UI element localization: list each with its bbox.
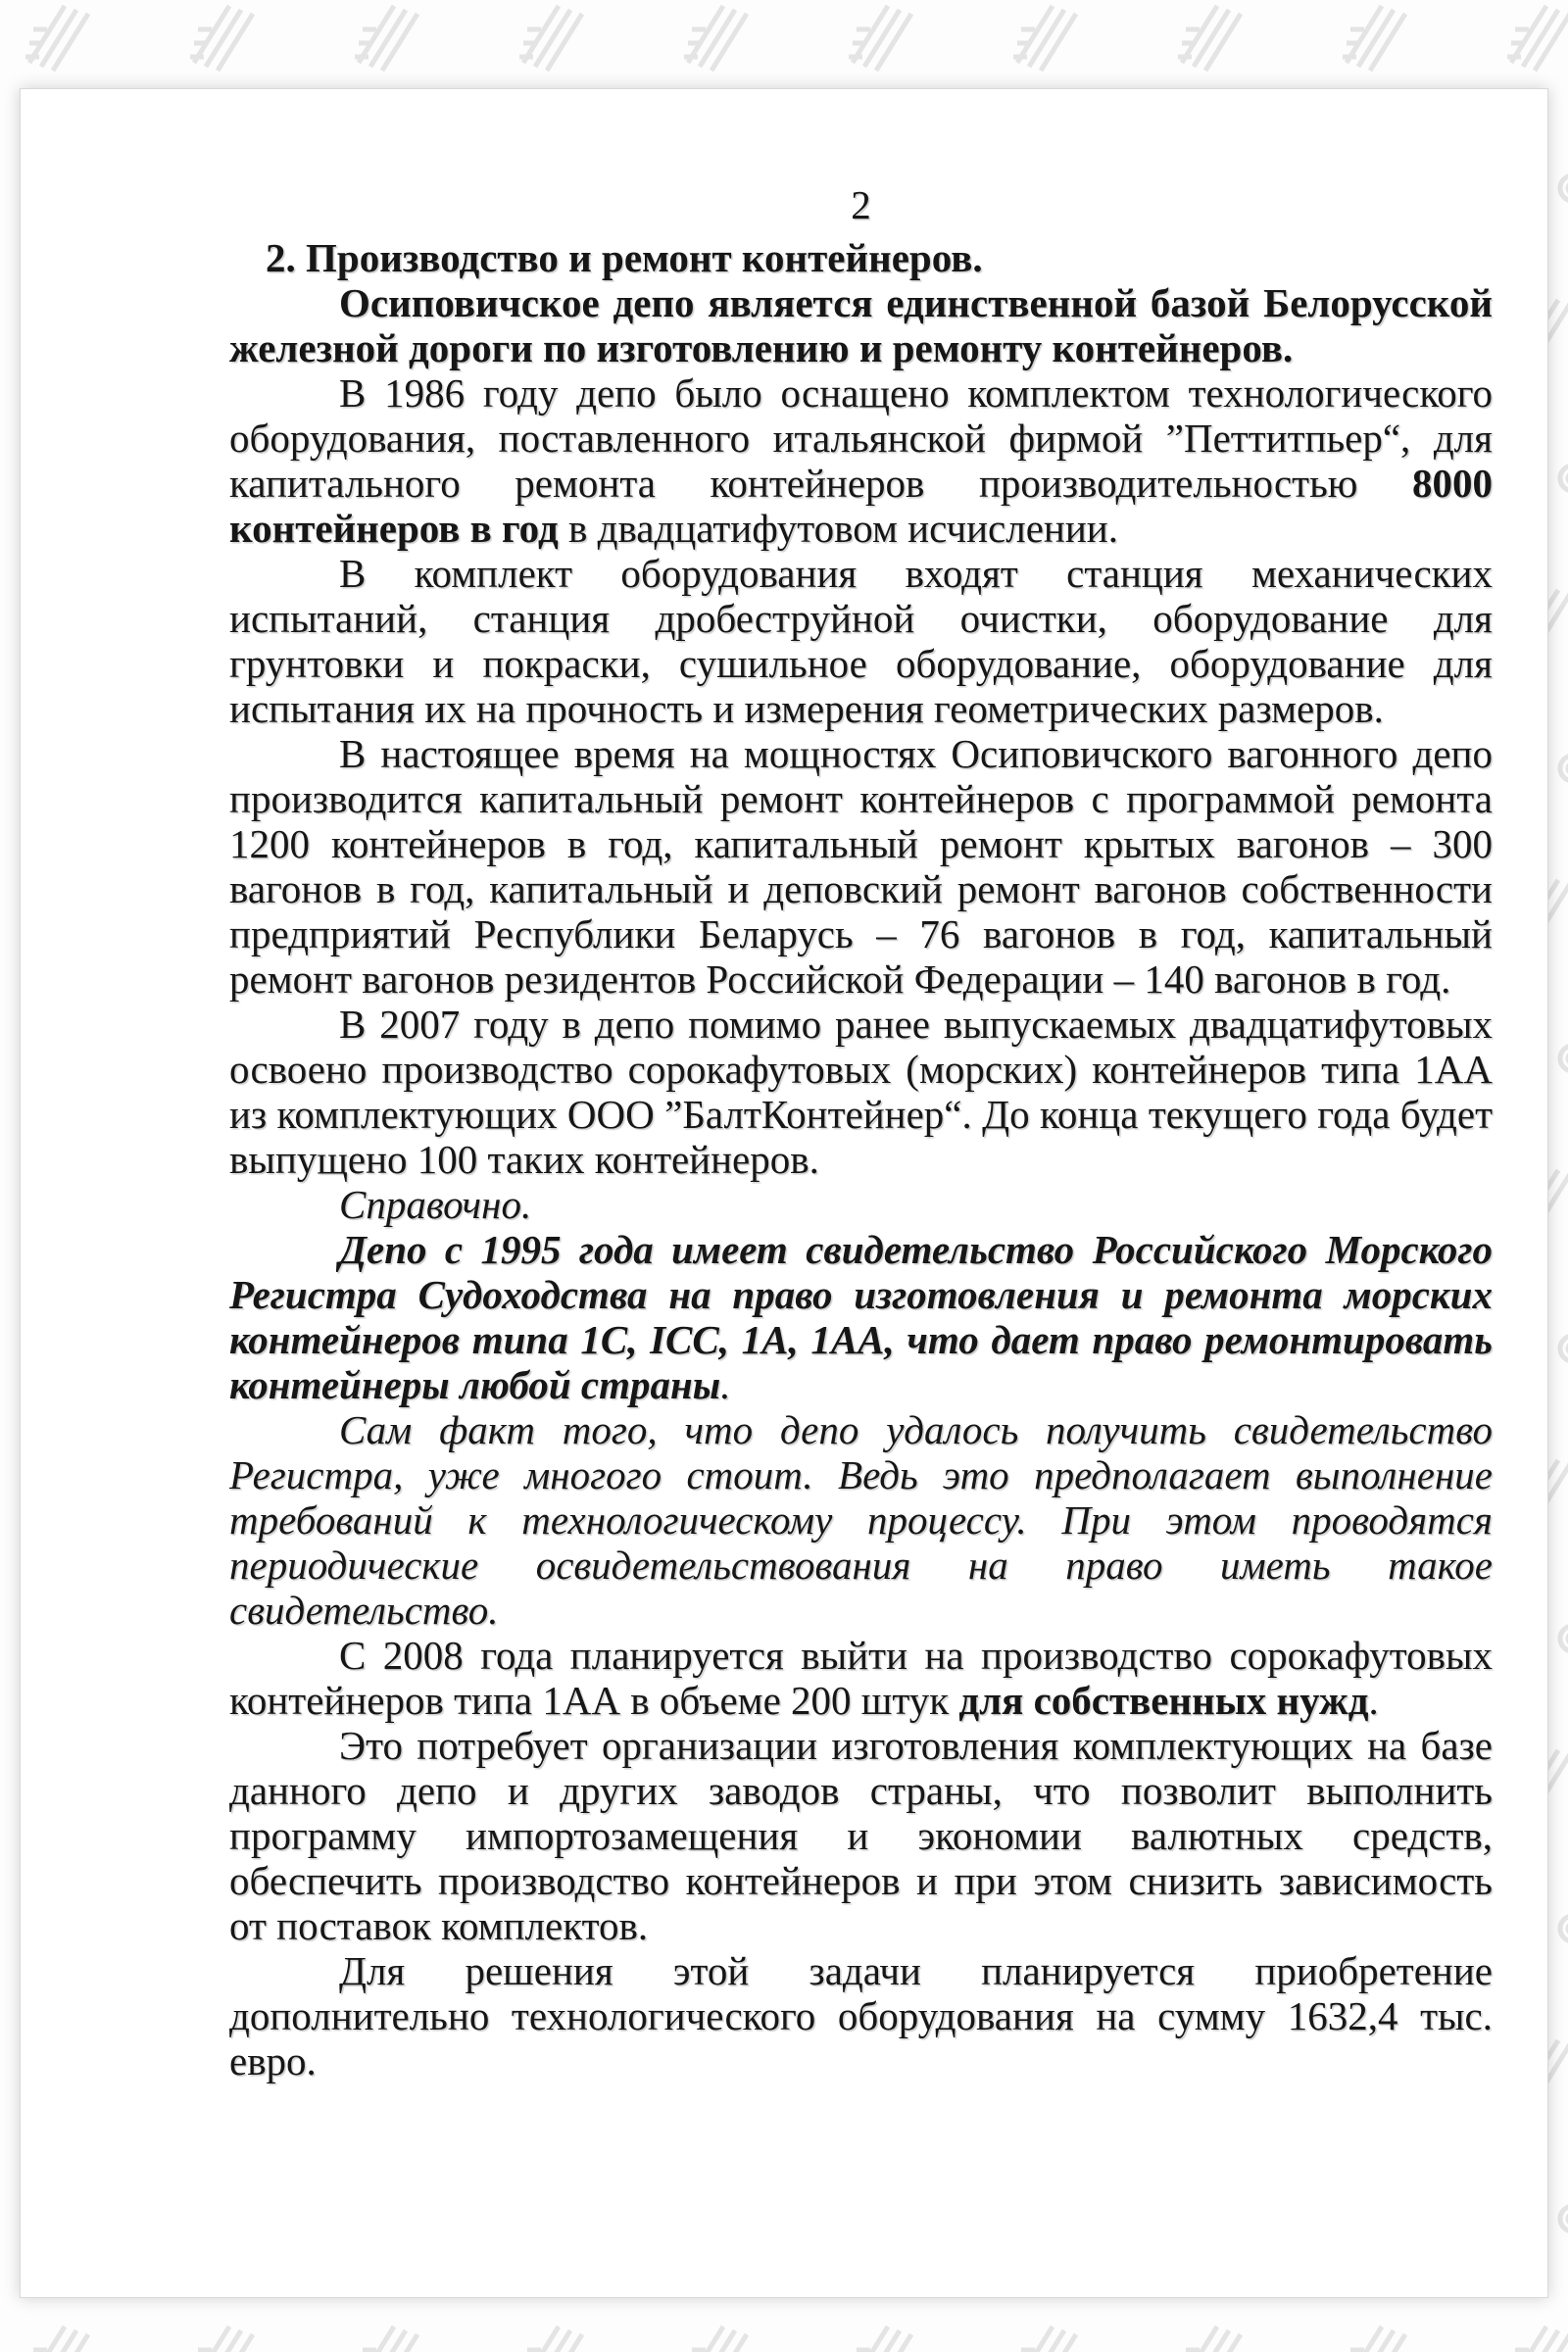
text-run: Это потребует организации изготовления комплектующих на базе данного депо и других заводов страны, что позволит выполнить программу импортозамещения и экономии валютных средств, обеспечить производство контейнеров и при этом снизить зависимость от поставок комплектов.	[229, 1723, 1493, 1948]
text-run: В комплект оборудования входят станция механических испытаний, станция дробеструйной очистки, оборудование для грунтовки и покраски, сушильное оборудование, оборудование для испытания их на прочность и измерения геометрических размеров.	[229, 551, 1493, 731]
text-run: .	[720, 1362, 731, 1407]
paragraph-register-comment	[229, 1407, 1493, 1633]
paragraph-heading	[229, 235, 1493, 280]
text-run: В настоящее время на мощностях Осиповичского вагонного депо производится капитальный ремонт контейнеров с программой ремонта 1200 контейнеров в год, капитальный ремонт крытых вагонов – 300 вагонов в год, капитальный и деповский ремонт вагонов собственности предприятий Республики Беларусь – 76 вагонов в год, капитальный ремонт вагонов резидентов Российской Федерации – 140 вагонов в год.	[229, 731, 1493, 1002]
text-run: Депо с 1995 года имеет свидетельство Российского Морского Регистра Судоходства на право изготовления и ремонта морских контейнеров типа 1С, IСС, 1А, 1АА, что дает право ремонтировать контейнеры любой страны	[229, 1227, 1493, 1407]
document-content	[229, 182, 1493, 2083]
text-run: Для решения этой задачи планируется приобретение дополнительно технологического оборудования на сумму 1632,4 тыс. евро.	[229, 1948, 1493, 2083]
paragraph-lead-bold	[229, 280, 1493, 370]
paragraph-equipment-set	[229, 551, 1493, 731]
paragraph-equipment-1986	[229, 370, 1493, 551]
text-run: В 2007 году в депо помимо ранее выпускаемых двадцатифутовых освоено производство сорокафутовых (морских) контейнеров типа 1АА из комплектующих ООО ”БалтКонтейнер“. До конца текущего года будет выпущено 100 таких контейнеров.	[229, 1002, 1493, 1182]
text-run: .	[1368, 1678, 1379, 1723]
text-run: Справочно.	[339, 1182, 532, 1227]
document-page	[20, 88, 1548, 2298]
paragraph-production-2007	[229, 1002, 1493, 1182]
paragraph-register-certificate	[229, 1227, 1493, 1407]
text-run: в двадцатифутовом исчислении.	[558, 506, 1118, 551]
text-run: С 2008 года планируется выйти на производство сорокафутовых контейнеров типа 1АА в объеме 200 штук	[229, 1633, 1493, 1723]
paragraph-plan-2008	[229, 1633, 1493, 1723]
text-run: Сам факт того, что депо удалось получить свидетельство Регистра, уже многого стоит. Ведь это предполагает выполнение требований к технологическому процессу. При этом проводятся периодические освидетельствования на право иметь такое свидетельство.	[229, 1407, 1493, 1633]
page-number: 2	[851, 182, 871, 227]
paragraph-current-capacity	[229, 731, 1493, 1002]
text-run: 8000 контейнеров в год	[229, 461, 1493, 551]
text-run: В 1986 году депо было оснащено комплектом технологического оборудования, поставленного итальянской фирмой ”Петтитпьер“, для капитального ремонта контейнеров производительностью	[229, 370, 1493, 506]
paragraph-reference-label	[229, 1182, 1493, 1227]
paragraph-equipment-purchase	[229, 1948, 1493, 2083]
text-run: Осиповичское депо является единственной базой Белорусской железной дороги по изготовлению и ремонту контейнеров.	[229, 280, 1493, 370]
paragraph-components-production	[229, 1723, 1493, 1948]
document-body	[229, 235, 1493, 2083]
text-run: для собственных нужд	[958, 1678, 1369, 1723]
text-run: 2. Производство и ремонт контейнеров.	[266, 235, 983, 280]
